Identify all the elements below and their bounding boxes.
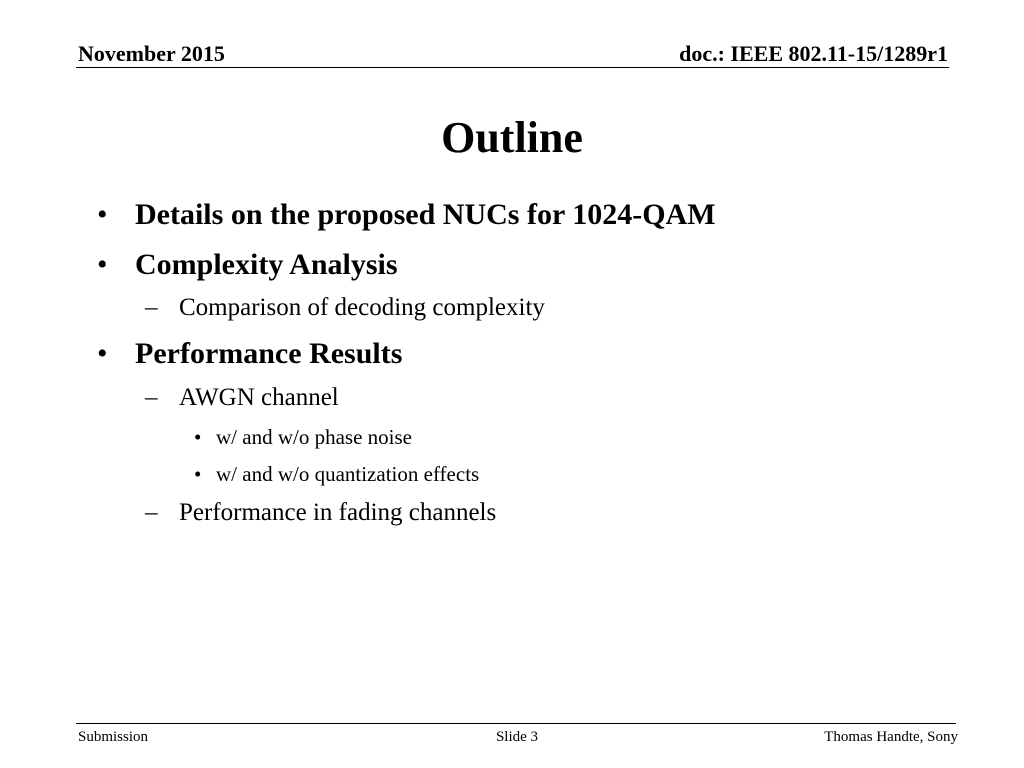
header-date: November 2015 bbox=[78, 41, 225, 66]
outline-subsubitem-text: w/ and w/o quantization effects bbox=[216, 462, 480, 486]
outline-subsubitem-text: w/ and w/o phase noise bbox=[216, 425, 412, 449]
outline-subitem-text: Comparison of decoding complexity bbox=[179, 294, 545, 321]
footer-submission: Submission bbox=[78, 729, 149, 745]
bullet-icon: • bbox=[194, 462, 202, 486]
outline-item-text: Performance Results bbox=[135, 337, 403, 370]
outline-subitem-text: AWGN channel bbox=[179, 384, 339, 411]
outline-item bbox=[97, 336, 403, 372]
bullet-icon: • bbox=[97, 198, 108, 231]
footer-author: Thomas Handte, Sony bbox=[824, 729, 958, 745]
outline-subitem-text: Performance in fading channels bbox=[179, 499, 497, 526]
outline-item-text: Details on the proposed NUCs for 1024-QAM bbox=[135, 198, 716, 231]
bullet-icon: • bbox=[97, 337, 108, 370]
bullet-icon: • bbox=[97, 248, 108, 281]
outline-item-text: Complexity Analysis bbox=[135, 248, 398, 281]
bullet-icon: • bbox=[194, 425, 202, 449]
footer-divider bbox=[76, 723, 956, 724]
outline-subsubitem bbox=[194, 461, 480, 487]
slide-title: Outline bbox=[441, 113, 583, 162]
dash-icon: – bbox=[145, 499, 158, 526]
outline-subitem bbox=[145, 498, 497, 528]
dash-icon: – bbox=[145, 294, 158, 321]
outline-subsubitem bbox=[194, 424, 412, 450]
outline-item bbox=[97, 247, 398, 283]
outline-subitem bbox=[145, 383, 339, 413]
header-doc-id: doc.: IEEE 802.11-15/1289r1 bbox=[679, 41, 948, 66]
outline-subitem bbox=[145, 293, 545, 323]
dash-icon: – bbox=[145, 384, 158, 411]
outline-item bbox=[97, 197, 716, 233]
footer-slide-number: Slide 3 bbox=[495, 729, 539, 745]
